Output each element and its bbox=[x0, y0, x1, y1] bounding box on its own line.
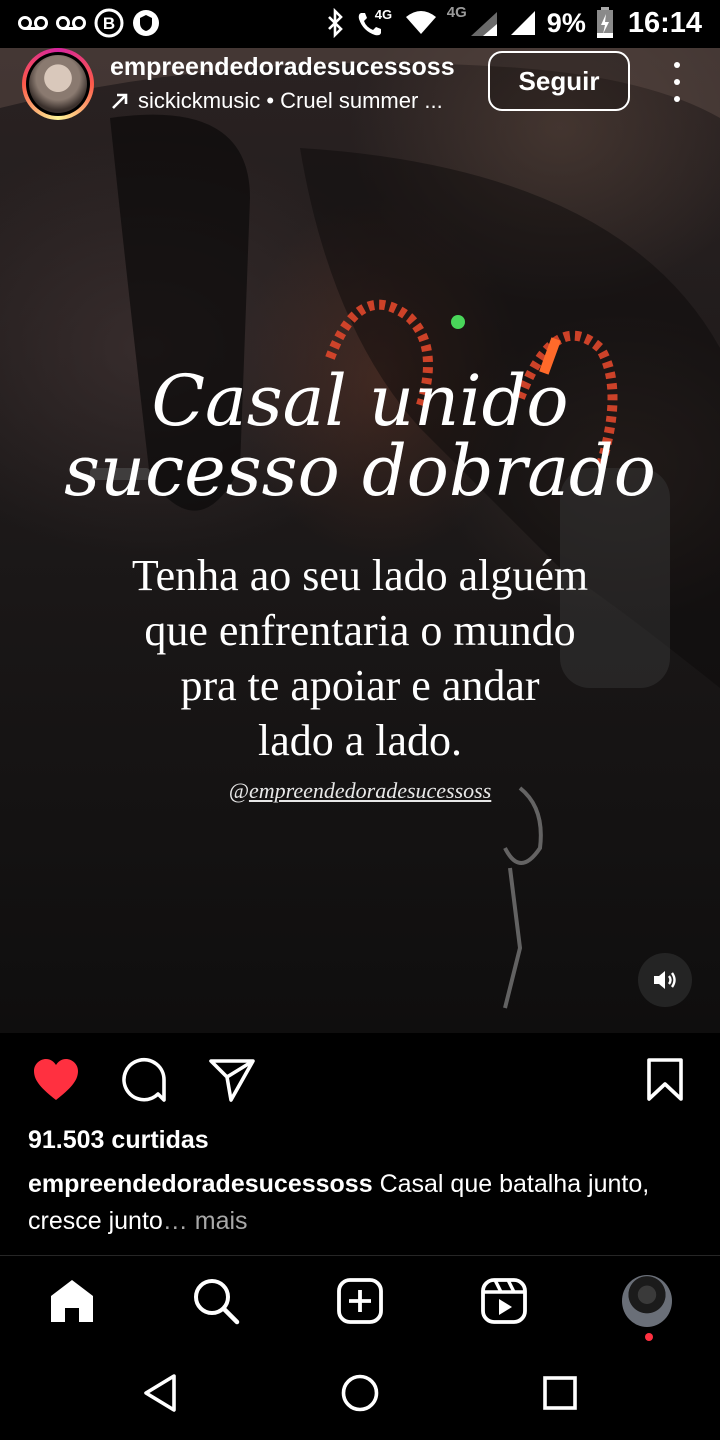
author-username[interactable]: empreendedoradesucessoss bbox=[110, 53, 455, 81]
nav-reels[interactable] bbox=[479, 1276, 529, 1326]
nav-create[interactable] bbox=[335, 1276, 385, 1326]
overlay-body-line-1: Tenha ao seu lado alguém bbox=[131, 551, 589, 600]
reel-video[interactable] bbox=[0, 48, 720, 1033]
overlay-body-line-2: que enfrentaria o mundo bbox=[144, 606, 576, 655]
save-button[interactable] bbox=[640, 1055, 690, 1105]
battery-charging-icon bbox=[596, 7, 614, 39]
bookmark-icon bbox=[646, 1058, 684, 1102]
search-icon bbox=[192, 1277, 240, 1325]
overlay-handle bbox=[0, 778, 720, 804]
system-back-button[interactable] bbox=[138, 1371, 182, 1415]
author-avatar[interactable] bbox=[22, 48, 94, 120]
call-icon bbox=[355, 6, 395, 40]
wifi-icon bbox=[405, 10, 437, 36]
voicemail-icon bbox=[18, 12, 48, 34]
reels-icon bbox=[481, 1278, 527, 1324]
profile-avatar bbox=[622, 1275, 672, 1327]
overlay-body-line-4: lado a lado. bbox=[257, 716, 463, 765]
home-circle-icon bbox=[340, 1373, 380, 1413]
caption-username[interactable]: empreendedoradesucessoss bbox=[28, 1170, 373, 1198]
home-icon bbox=[48, 1278, 96, 1324]
battery-percent: 9% bbox=[546, 7, 586, 38]
overlay-title-line-1: Casal unido bbox=[151, 360, 569, 442]
follow-button[interactable]: Seguir bbox=[488, 51, 630, 111]
call-4g-badge: 4G bbox=[374, 7, 393, 22]
like-count[interactable]: 91.503 curtidas bbox=[28, 1126, 209, 1154]
heart-icon bbox=[32, 1058, 80, 1102]
overlay-body-line-3: pra te apoiar e andar bbox=[180, 661, 540, 710]
speaker-icon bbox=[652, 968, 678, 992]
post-actions bbox=[0, 1033, 720, 1123]
shield-icon bbox=[132, 8, 160, 38]
music-attribution[interactable] bbox=[110, 88, 443, 114]
nav-search[interactable] bbox=[191, 1276, 241, 1326]
signal-icon bbox=[447, 6, 499, 40]
share-button[interactable] bbox=[207, 1055, 257, 1105]
recents-icon bbox=[542, 1375, 578, 1411]
bluetooth-icon bbox=[325, 8, 345, 38]
back-icon bbox=[142, 1373, 178, 1413]
comment-icon bbox=[120, 1056, 168, 1104]
signal-icon bbox=[509, 9, 537, 37]
sound-toggle-button[interactable] bbox=[638, 953, 692, 1007]
post-caption bbox=[28, 1166, 708, 1240]
network-type-label: 4G bbox=[446, 4, 467, 21]
music-text: sickickmusic • Cruel summer ... bbox=[138, 88, 443, 113]
system-home-button[interactable] bbox=[338, 1371, 382, 1415]
comment-button[interactable] bbox=[119, 1055, 169, 1105]
caption-more-link[interactable]: mais bbox=[194, 1207, 248, 1235]
create-icon bbox=[337, 1278, 383, 1324]
send-icon bbox=[208, 1057, 256, 1103]
clock: 16:14 bbox=[627, 6, 702, 39]
post-header bbox=[0, 48, 720, 123]
video-background bbox=[0, 48, 720, 1033]
caption-text: Casal que batalha junto, cresce junto bbox=[28, 1170, 650, 1235]
b-badge-icon bbox=[94, 8, 124, 38]
profile-notification-dot bbox=[645, 1333, 653, 1341]
system-nav-bar bbox=[0, 1345, 720, 1440]
svg-text:B: B bbox=[102, 14, 116, 33]
status-bar bbox=[0, 0, 720, 48]
more-options-icon[interactable] bbox=[662, 62, 692, 102]
overlay-handle-at: @ bbox=[228, 778, 249, 803]
like-button[interactable] bbox=[31, 1055, 81, 1105]
system-recents-button[interactable] bbox=[538, 1371, 582, 1415]
caption-ellipsis: … bbox=[162, 1207, 188, 1235]
overlay-handle-text: empreendedoradesucessoss bbox=[248, 778, 492, 803]
nav-home[interactable] bbox=[47, 1276, 97, 1326]
overlay-title-line-2: sucesso dobrado bbox=[64, 430, 656, 512]
arrow-up-right-icon bbox=[110, 91, 130, 111]
voicemail-icon bbox=[56, 12, 86, 34]
bottom-nav bbox=[0, 1255, 720, 1346]
nav-profile[interactable] bbox=[622, 1276, 672, 1326]
